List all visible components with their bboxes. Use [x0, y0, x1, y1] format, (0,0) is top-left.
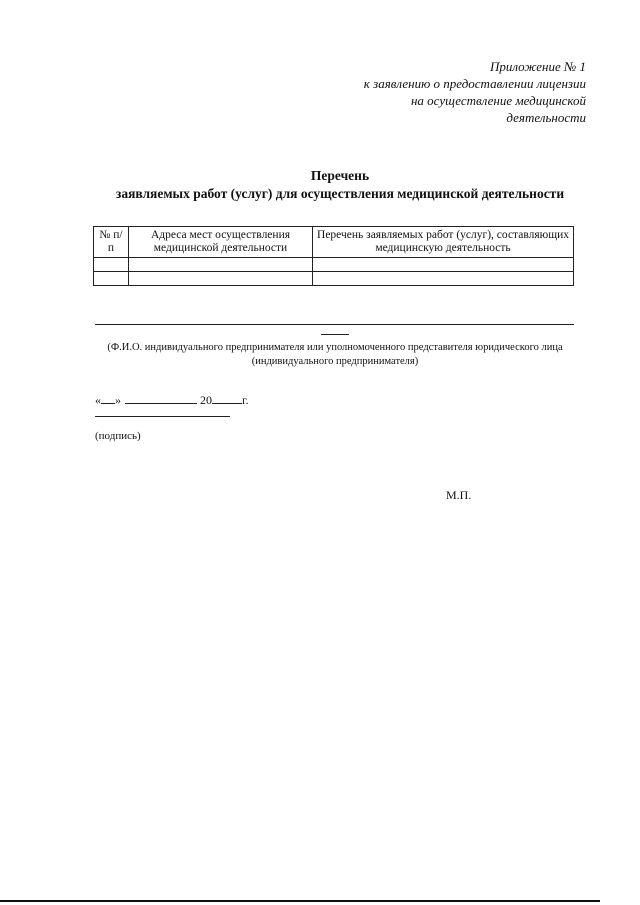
name-signature-tick	[321, 334, 349, 335]
appendix-note	[364, 58, 586, 126]
document-title	[60, 167, 620, 203]
table-row	[94, 258, 574, 272]
table-cell[interactable]	[313, 258, 574, 272]
signature-line[interactable]	[95, 416, 230, 417]
header-addresses: Адреса мест осуществления медицинской деятельности	[129, 227, 313, 258]
appendix-line-3: на осуществление медицинской	[410, 93, 586, 108]
appendix-line-4: деятельности	[506, 110, 586, 125]
page-bottom-rule	[0, 900, 600, 902]
header-number: № п/п	[94, 227, 129, 258]
title-sub: заявляемых работ (услуг) для осуществления медицинской деятельности	[115, 186, 565, 201]
caption-line-2: (индивидуального предпринимателя)	[251, 356, 419, 367]
table-cell[interactable]	[94, 272, 129, 286]
works-table	[93, 226, 574, 286]
appendix-line-2: к заявлению о предоставлении лицензии	[363, 76, 586, 91]
title-main: Перечень	[310, 168, 370, 183]
table-header-row	[94, 227, 574, 258]
date-open-quote: «	[95, 393, 101, 407]
signature-label: (подпись)	[95, 430, 141, 442]
year-suffix: г.	[242, 393, 249, 407]
table-cell[interactable]	[129, 272, 313, 286]
year-blank[interactable]	[212, 391, 242, 404]
table-cell[interactable]	[129, 258, 313, 272]
header-works-list: Перечень заявляемых работ (услуг), составляющих медицинскую деятельность	[313, 227, 574, 258]
name-signature-line[interactable]	[95, 324, 574, 325]
date-close-quote: »	[115, 393, 121, 407]
date-field	[95, 391, 249, 408]
stamp-label: М.П.	[446, 488, 472, 502]
table-cell[interactable]	[313, 272, 574, 286]
year-prefix: 20	[200, 393, 212, 407]
caption-line-1: (Ф.И.О. индивидуального предпринимателя или уполномоченного представителя юридического лица	[107, 342, 563, 353]
day-blank[interactable]	[101, 391, 115, 404]
month-blank[interactable]	[125, 391, 197, 404]
appendix-line-1: Приложение № 1	[489, 59, 586, 74]
name-signature-caption	[90, 341, 580, 369]
table-cell[interactable]	[94, 258, 129, 272]
table-row	[94, 272, 574, 286]
